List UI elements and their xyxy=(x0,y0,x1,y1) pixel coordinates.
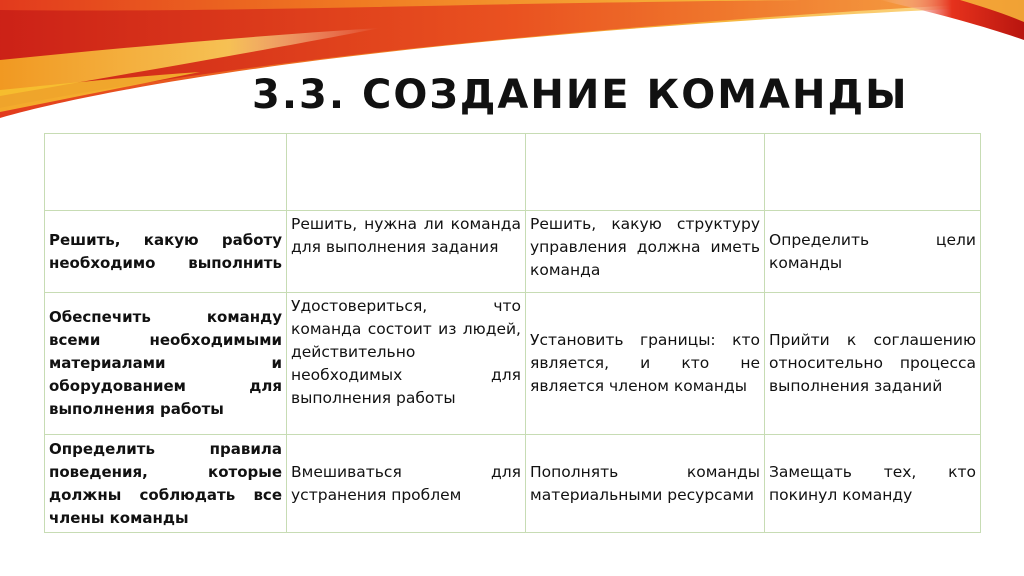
header-cell xyxy=(765,134,981,211)
table-cell: Установить границы: кто является, и кто не является членом команды xyxy=(526,293,765,435)
table-cell: Определить правила поведения, которые должны соблюдать все члены команды xyxy=(45,435,287,533)
team-creation-table xyxy=(44,133,981,533)
table-row xyxy=(45,435,981,533)
table-header-row xyxy=(45,134,981,211)
table-cell: Прийти к соглашению относительно процесса выполнения заданий xyxy=(765,293,981,435)
table-cell: Обеспечить команду всеми необходимыми материалами и оборудованием для выполнения работы xyxy=(45,293,287,435)
table-cell: Вмешиваться для устранения проблем xyxy=(287,435,526,533)
header-cell xyxy=(287,134,526,211)
table-cell: Пополнять команды материальными ресурсами xyxy=(526,435,765,533)
table-row xyxy=(45,293,981,435)
table-cell: Удостовериться, что команда состоит из людей, действительно необходимых для выполнения работы xyxy=(287,293,526,435)
decorative-swoosh xyxy=(0,0,1024,140)
table-row xyxy=(45,211,981,293)
header-cell xyxy=(526,134,765,211)
table-cell: Определить цели команды xyxy=(765,211,981,293)
table-cell: Замещать тех, кто покинул команду xyxy=(765,435,981,533)
slide-title: 3.3. СОЗДАНИЕ КОМАНДЫ xyxy=(252,72,909,118)
table-cell: Решить, какую работу необходимо выполнить xyxy=(45,211,287,293)
table-cell: Решить, нужна ли команда для выполнения задания xyxy=(287,211,526,293)
table-cell: Решить, какую структуру управления должна иметь команда xyxy=(526,211,765,293)
header-cell xyxy=(45,134,287,211)
